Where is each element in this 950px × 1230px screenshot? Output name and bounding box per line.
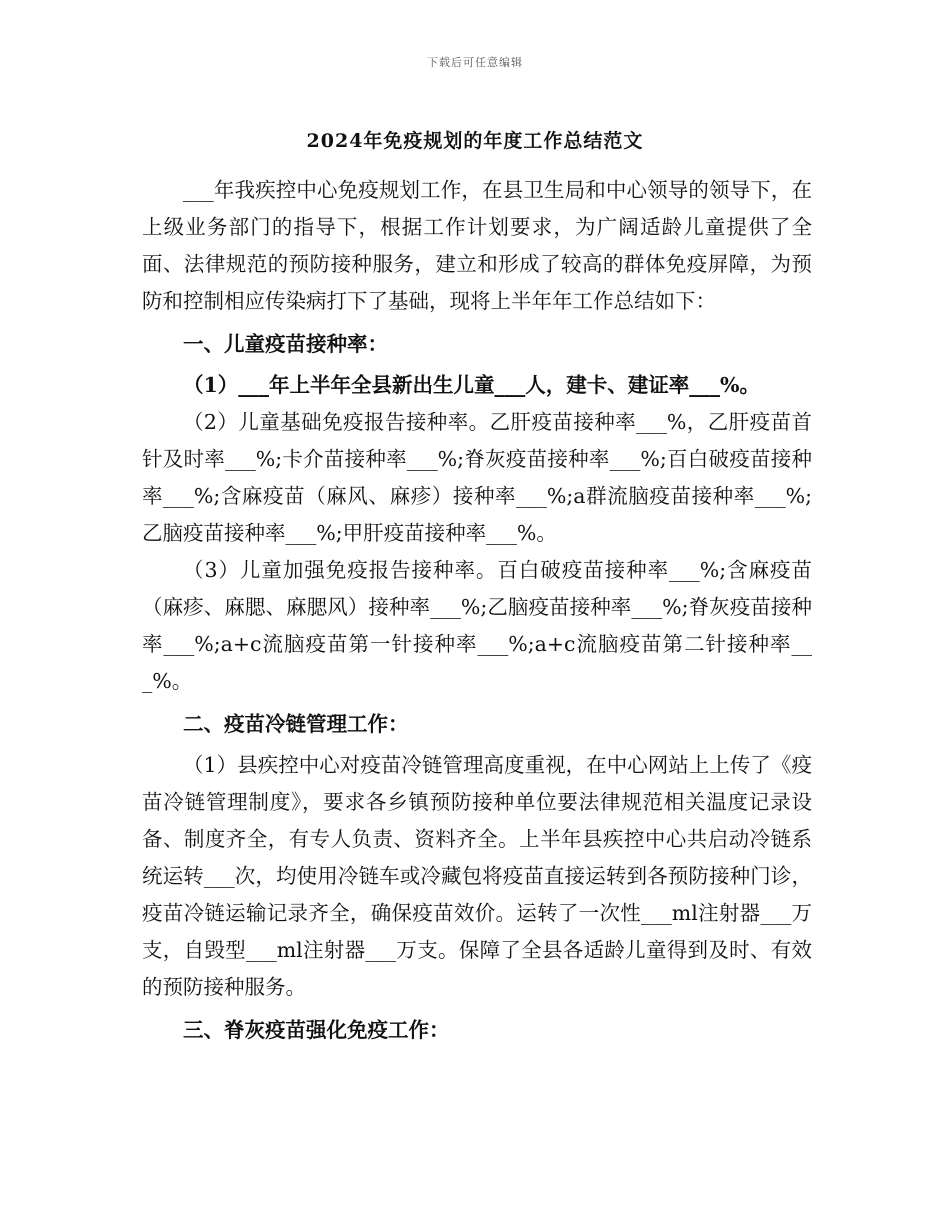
section-1-item-3: （3）儿童加强免疫报告接种率。百白破疫苗接种率___%;含麻疫苗（麻疹、麻腮、麻腮风）接种率___%;乙脑疫苗接种率___%;脊灰疫苗接种率___%;a+c流脑疫苗第一针接种率___%;a+c流脑疫苗第二针接种率___%。	[142, 558, 812, 693]
section-1-heading: 一、儿童疫苗接种率：	[183, 332, 388, 356]
section-1-item-1: （1）___年上半年全县新出生儿童___人，建卡、建证率___%。	[183, 373, 760, 397]
page-header-note: 下载后可任意编辑	[427, 56, 523, 69]
section-3-heading: 三、脊灰疫苗强化免疫工作：	[183, 1018, 450, 1042]
document-title: 2024年免疫规划的年度工作总结范文	[306, 130, 644, 152]
intro-paragraph: ___年我疾控中心免疫规划工作，在县卫生局和中心领导的领导下，在上级业务部门的指导下，根据工作计划要求，为广阔适龄儿童提供了全面、法律规范的预防接种服务，建立和形成了较高的群体免疫屏障，为预防和控制相应传染病打下了基础，现将上半年年工作总结如下：	[142, 178, 812, 313]
document-body	[142, 172, 812, 1053]
section-2-item-1: （1）县疾控中心对疫苗冷链管理高度重视，在中心网站上上传了《疫苗冷链管理制度》，要求各乡镇预防接种单位要法律规范相关温度记录设备、制度齐全，有专人负责、资料齐全。上半年县疾控中心共启动冷链系统运转___次，均使用冷链车或冷藏包将疫苗直接运转到各预防接种门诊，疫苗冷链运输记录齐全，确保疫苗效价。运转了一次性___ml注射器___万支，自毁型___ml注射器___万支。保障了全县各适龄儿童得到及时、有效的预防接种服务。	[142, 753, 812, 999]
section-1-item-2: （2）儿童基础免疫报告接种率。乙肝疫苗接种率___%，乙肝疫苗首针及时率___%;卡介苗接种率___%;脊灰疫苗接种率___%;百白破疫苗接种率___%;含麻疫苗（麻风、麻疹）接种率___%;a群流脑疫苗接种率___%;乙脑疫苗接种率___%;甲肝疫苗接种率___%。	[142, 410, 812, 545]
section-2-heading: 二、疫苗冷链管理工作：	[183, 712, 409, 736]
